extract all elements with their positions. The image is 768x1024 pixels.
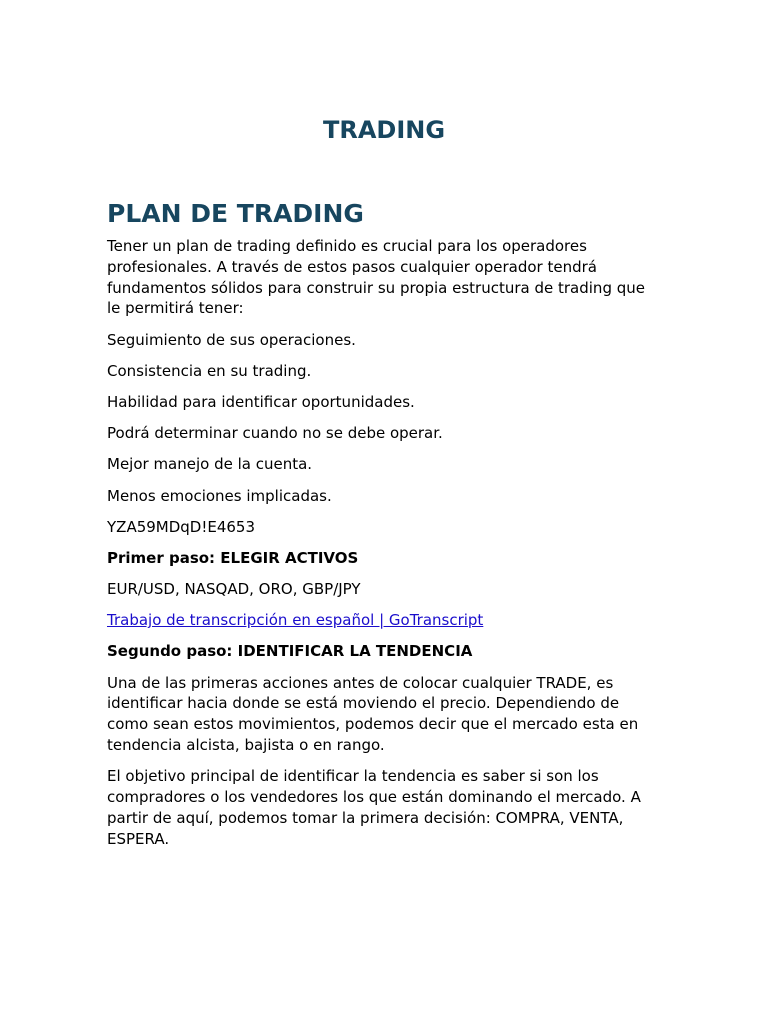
benefit-item: Habilidad para identificar oportunidades. <box>107 392 415 411</box>
intro-paragraph: Tener un plan de trading definido es crucial para los operadores profesionales. A través de estos pasos cualquier operador tendrá fundamentos sólidos para construir su propia estructura de trading que le permitirá tener: <box>107 237 645 318</box>
benefit-item: Seguimiento de sus operaciones. <box>107 330 356 349</box>
code-text: YZA59MDqD!E4653 <box>107 517 256 536</box>
step2-heading: Segundo paso: IDENTIFICAR LA TENDENCIA <box>107 642 473 661</box>
document-title: TRADING <box>322 116 446 144</box>
document-body <box>107 236 662 860</box>
section-heading: PLAN DE TRADING <box>107 199 364 228</box>
step2-paragraph-1: Una de las primeras acciones antes de colocar cualquier TRADE, es identificar hacia donde se está moviendo el precio. Dependiendo de como sean estos movimientos, podemos decir que el mercado esta en tendencia alcista, bajista o en rango. <box>107 673 639 755</box>
step2-paragraph-2: El objetivo principal de identificar la tendencia es saber si son los compradores o los vendedores los que están dominando el mercado. A partir de aquí, podemos tomar la primera decisión: COMPRA, VENTA, ESPERA. <box>107 767 641 848</box>
step1-heading: Primer paso: ELEGIR ACTIVOS <box>107 548 359 567</box>
link-paragraph <box>107 610 662 631</box>
benefit-item: Mejor manejo de la cuenta. <box>107 455 313 474</box>
gotranscript-link[interactable]: Trabajo de transcripción en español | GoTranscript <box>107 611 484 630</box>
benefit-item: Podrá determinar cuando no se debe operar. <box>107 424 443 443</box>
step1-assets: EUR/USD, NASQAD, ORO, GBP/JPY <box>107 580 361 599</box>
benefit-item: Menos emociones implicadas. <box>107 486 332 505</box>
benefit-item: Consistencia en su trading. <box>107 361 312 380</box>
